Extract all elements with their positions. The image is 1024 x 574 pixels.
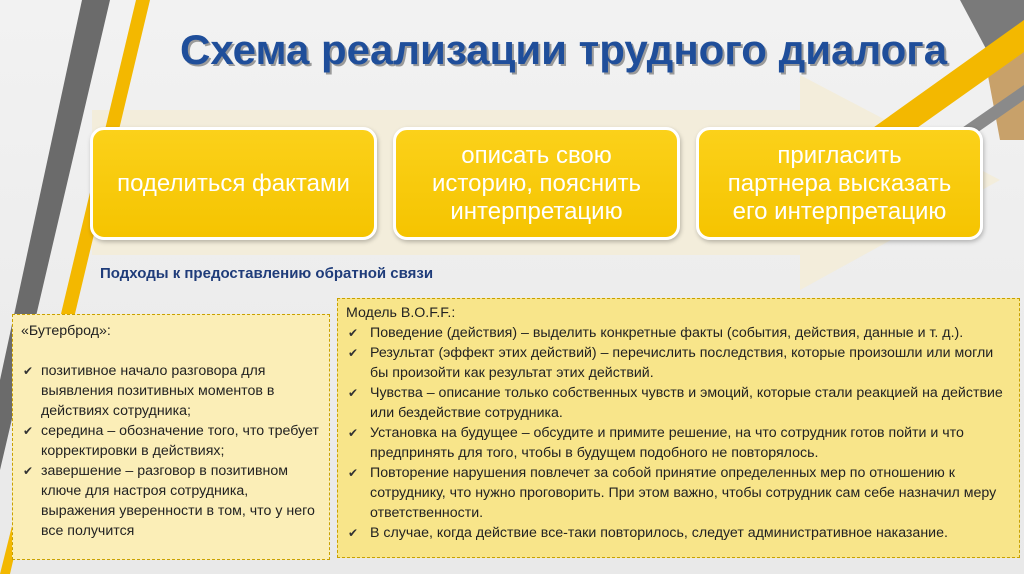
list-item: ✔ Результат (эффект этих действий) – перечислить последствия, которые произошли или могли бы произойти как результат этих действий. [346,343,1011,383]
boff-model-panel [337,298,1020,558]
boff-list [346,323,1011,543]
step-label: поделиться фактами [117,169,350,197]
step-share-facts [90,127,377,240]
list-item: ✔ Повторение нарушения повлечет за собой принятие определенных мер по отношению к сотруднику, что нужно проговорить. При этом важно, чтобы сотрудник сам себе назначил меру ответственности. [346,463,1011,523]
boff-heading: Модель B.O.F.F.: [346,305,456,321]
list-item: ✔ середина – обозначение того, что требует корректировки в действиях; [21,421,321,461]
list-item: ✔ позитивное начало разговора для выявления позитивных моментов в действиях сотрудника; [21,361,321,421]
sandwich-heading: «Бутерброд»: [21,323,111,339]
list-item: ✔ Установка на будущее – обсудите и примите решение, на что сотрудник готов пойти и что предпринять для того, чтобы в будущем подобного не повторялось. [346,423,1011,463]
feedback-approaches-heading: Подходы к предоставлению обратной связи [100,265,434,282]
step-label: описать свою историю, пояснить интерпретацию [431,142,642,225]
sandwich-list [21,361,321,541]
step-describe-story [393,127,680,240]
page-title: Схема реализации трудного диалога [180,26,948,73]
list-item: ✔ Поведение (действия) – выделить конкретные факты (события, действия, данные и т. д.). [346,323,1011,343]
step-label: пригласить партнера высказать его интерпретацию [727,141,952,225]
sandwich-model-panel [12,314,330,560]
list-item: ✔ В случае, когда действие все-таки повторилось, следует административное наказание. [346,523,1011,543]
list-item: ✔ Чувства – описание только собственных чувств и эмоций, которые стали реакцией на действие или бездействие сотрудника. [346,383,1011,423]
step-invite-partner [696,127,983,240]
list-item: ✔ завершение – разговор в позитивном ключе для настроя сотрудника, выражения уверенности в том, что у него все получится [21,461,321,541]
